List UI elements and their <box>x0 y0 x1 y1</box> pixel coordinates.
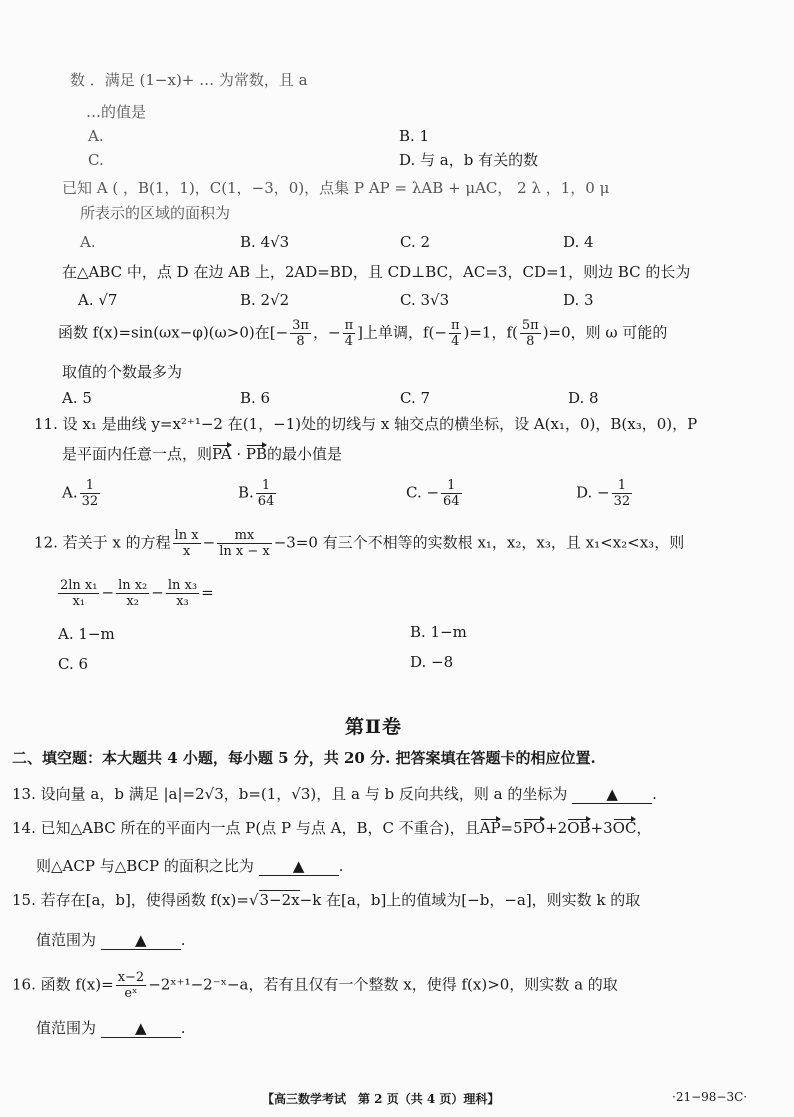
q10-option-d: D. 4 <box>563 233 594 251</box>
q12-g1 <box>58 578 99 609</box>
q11-option-a <box>62 478 102 509</box>
qsin-text-d: )=1，f( <box>463 323 518 342</box>
q14-vec-ob: OB <box>567 819 591 837</box>
q15-answer-blank[interactable] <box>101 931 181 950</box>
q11-line1: 11. 设 x₁ 是曲线 y=x²⁺¹−2 在(1，−1)处的切线与 x 轴交点的横坐标，设 A(x₁，0)，B(x₃，0)，P <box>34 415 698 433</box>
q13-triangle-icon: ▲ <box>606 785 618 803</box>
part2-heading: 二、填空题：本大题共 4 小题，每小题 5 分，共 20 分. 把答案填在答题卡的相应位置. <box>12 749 596 767</box>
q14-comma: ， <box>636 819 652 837</box>
q14-line1 <box>12 818 651 838</box>
qtri-option-d: D. 3 <box>563 291 594 309</box>
q15-text-a: 15. 若存在[a，b]，使得函数 f(x)= <box>12 891 249 909</box>
q14-eq: =5 <box>500 819 523 837</box>
q12-frac1 <box>173 528 201 559</box>
q11-option-d-den: 32 <box>613 494 631 509</box>
q11-option-c-label: C. − <box>406 483 440 502</box>
q11-option-a-num: 1 <box>80 478 101 494</box>
q12-g-minus1: − <box>101 583 115 602</box>
q10-line2: 所表示的区域的面积为 <box>80 204 231 222</box>
q13-line <box>12 784 657 804</box>
q12-eq: = <box>201 583 214 602</box>
qsin-text-c: ]上单调，f(− <box>357 323 447 342</box>
q14-triangle-icon: ▲ <box>292 857 305 875</box>
q9-option-d: D. 与 a，b 有关的数 <box>399 151 539 169</box>
qtri-option-a: A. √7 <box>78 291 118 309</box>
q11-option-c-num: 1 <box>441 478 462 494</box>
qsin-line2: 取值的个数最多为 <box>62 363 183 381</box>
q14-plus2: +3 <box>590 819 613 837</box>
q12-g-minus2: − <box>151 583 164 602</box>
q9-line1: 数 ．满足 (1−x)+ … 为常数，且 a <box>70 71 308 89</box>
footer-page-info: 【高三数学考试 第 2 页（共 4 页）理科】 <box>262 1092 500 1106</box>
q12-g3-den: x₃ <box>176 594 189 609</box>
q16-line1 <box>12 970 618 1001</box>
q14-text-b: 则△ACP 与△BCP 的面积之比为 <box>36 857 254 875</box>
q9-option-b: B. 1 <box>399 127 430 145</box>
q15-text-c: 值范围为 <box>36 931 97 949</box>
q11-option-d <box>576 478 634 509</box>
q11-line2 <box>62 444 342 464</box>
q10-option-b: B. 4√3 <box>240 233 290 251</box>
qsin-frac4 <box>520 318 541 349</box>
q11-option-d-num: 1 <box>612 478 633 494</box>
q11-vec-pa: PA <box>212 445 232 463</box>
q16-frac-den: eˣ <box>124 986 138 1001</box>
q12-g3-num: ln x₃ <box>167 578 198 593</box>
q11-option-a-den: 32 <box>81 494 99 509</box>
qsin-frac3-num: π <box>450 318 460 333</box>
q12-option-c: C. 6 <box>58 655 89 673</box>
q12-g1-den: x₁ <box>72 594 86 609</box>
q12-option-b: B. 1−m <box>410 623 467 641</box>
q11-option-d-label: D. − <box>576 483 610 502</box>
qtri-line1: 在△ABC 中，点 D 在边 AB 上，2AD=BD，且 CD⊥BC，AC=3，CD=1，则边 BC 的长为 <box>62 263 691 281</box>
q12-g2-num: ln x₂ <box>118 578 148 593</box>
qsin-frac4-den: 8 <box>526 334 535 349</box>
qsin-frac2 <box>343 318 356 349</box>
q11-dot: · <box>231 445 246 463</box>
q16-text-a: 16. 函数 f(x)= <box>12 975 114 994</box>
q11-text-b: 的最小值是 <box>267 445 343 463</box>
q15-text-b: −k 在[a，b]上的值域为[−b，−a]，则实数 k 的取 <box>299 891 641 909</box>
qsin-frac1-num: 3π <box>292 318 309 333</box>
qsin-line1 <box>58 318 667 349</box>
q10-line1-vec: AP = λAB + μAC， <box>368 179 513 197</box>
q12-line1 <box>34 528 684 559</box>
q10-option-a: A. <box>80 233 96 251</box>
q13-end: . <box>652 785 657 803</box>
qtri-option-b: B. 2√2 <box>240 291 290 309</box>
q15-sqrt-body: 3−2x <box>259 891 300 909</box>
q10-line1-tail: 2 λ ，1，0 μ <box>517 179 610 197</box>
q11-option-c-den: 64 <box>443 494 460 509</box>
q14-vec-oc: OC <box>612 819 637 837</box>
qsin-option-c: C. 7 <box>400 389 431 407</box>
q11-option-a-label: A. <box>62 483 78 502</box>
q10-line1-text: 已知 A ( ，B(1，1)，C(1，−3，0)，点集 P <box>62 179 365 197</box>
q12-g1-num: 2ln x₁ <box>60 578 98 593</box>
q11-option-b-label: B. <box>238 483 254 502</box>
q12-g2-den: x₂ <box>126 594 139 609</box>
q16-triangle-icon: ▲ <box>135 1019 147 1037</box>
q14-line2 <box>36 856 343 876</box>
q12-frac2 <box>217 528 271 559</box>
qsin-frac1-den: 8 <box>296 334 305 349</box>
q12-g3 <box>166 578 199 609</box>
q16-answer-blank[interactable] <box>101 1019 181 1038</box>
q16-frac-num: x−2 <box>117 970 145 985</box>
q13-answer-blank[interactable] <box>572 785 652 804</box>
qsin-text-b: ，− <box>312 323 341 342</box>
qsin-option-d: D. 8 <box>568 389 599 407</box>
q12-minus: − <box>202 533 216 552</box>
qsin-frac3 <box>449 318 462 349</box>
q12-frac2-den: ln x − x <box>219 544 270 559</box>
q9-option-c: C. <box>88 151 104 169</box>
q11-option-b-frac <box>256 478 277 509</box>
q11-option-c <box>406 478 464 509</box>
q15-line1 <box>12 890 640 910</box>
q11-option-b-den: 64 <box>257 494 275 509</box>
qsin-frac3-den: 4 <box>451 334 460 349</box>
q12-prefix: 12. 若关于 x 的方程 <box>34 533 171 552</box>
q14-text-a: 14. 已知△ABC 所在的平面内一点 P(点 P 与点 A，B，C 不重合)，且 <box>12 819 480 837</box>
q11-vec-pb: PB <box>245 445 268 463</box>
q15-triangle-icon: ▲ <box>135 931 147 949</box>
part2-title: 第Ⅱ卷 <box>345 716 403 738</box>
q16-end: . <box>180 1019 186 1037</box>
q12-g2 <box>116 578 149 609</box>
q10-option-c: C. 2 <box>400 233 431 251</box>
qsin-option-b: B. 6 <box>240 389 271 407</box>
q15-end: . <box>180 931 186 949</box>
qsin-text-e: )=0，则 ω 可能的 <box>542 323 668 342</box>
qsin-frac4-num: 5π <box>521 318 539 333</box>
q11-option-b-num: 1 <box>256 478 277 494</box>
q12-line2 <box>56 578 214 609</box>
q11-text-a: 是平面内任意一点，则 <box>62 445 213 463</box>
q12-option-a: A. 1−m <box>58 625 115 643</box>
q13-text: 13. 设向量 a，b 满足 |a|=2√3，b=(1，√3)，且 a 与 b 反向共线，则 a 的坐标为 <box>12 785 568 803</box>
q16-line2 <box>36 1018 186 1038</box>
q11-option-b <box>238 478 278 509</box>
q11-option-c-frac <box>441 478 462 509</box>
q16-frac <box>116 970 147 1001</box>
q12-option-d: D. −8 <box>410 653 454 671</box>
q14-plus1: +2 <box>545 819 568 837</box>
q12-suffix: −3=0 有三个不相等的实数根 x₁，x₂，x₃，且 x₁<x₂<x₃，则 <box>273 533 685 552</box>
q11-option-a-frac <box>80 478 101 509</box>
qsin-text-a: 函数 f(x)=sin(ωx−φ)(ω>0)在[− <box>58 323 289 342</box>
qtri-option-c: C. 3√3 <box>400 291 450 309</box>
q14-end: . <box>338 857 344 875</box>
q15-sqrt-sign: √ <box>248 891 259 909</box>
footer-code: ·21−98−3C· <box>672 1090 748 1104</box>
q14-vec-ap: AP <box>479 819 501 837</box>
q12-frac1-den: x <box>182 544 191 559</box>
q16-text-b: −2ˣ⁺¹−2⁻ˣ−a，若有且仅有一个整数 x，使得 f(x)>0，则实数 a 的取 <box>148 975 618 994</box>
q14-vec-po: PO <box>522 819 546 837</box>
q10-line1 <box>62 178 609 198</box>
qsin-option-a: A. 5 <box>62 389 92 407</box>
q15-line2 <box>36 930 186 950</box>
qsin-frac2-num: π <box>344 318 354 333</box>
q12-frac2-num: mx <box>217 528 271 544</box>
qsin-frac1 <box>290 318 311 349</box>
q16-text-c: 值范围为 <box>36 1019 97 1037</box>
q14-answer-blank[interactable] <box>259 857 339 876</box>
q9-line2: …的值是 <box>86 103 147 121</box>
qsin-frac2-den: 4 <box>344 334 353 349</box>
q11-option-d-frac <box>612 478 633 509</box>
q12-frac1-num: ln x <box>174 528 199 543</box>
q9-option-a: A. <box>88 127 104 145</box>
